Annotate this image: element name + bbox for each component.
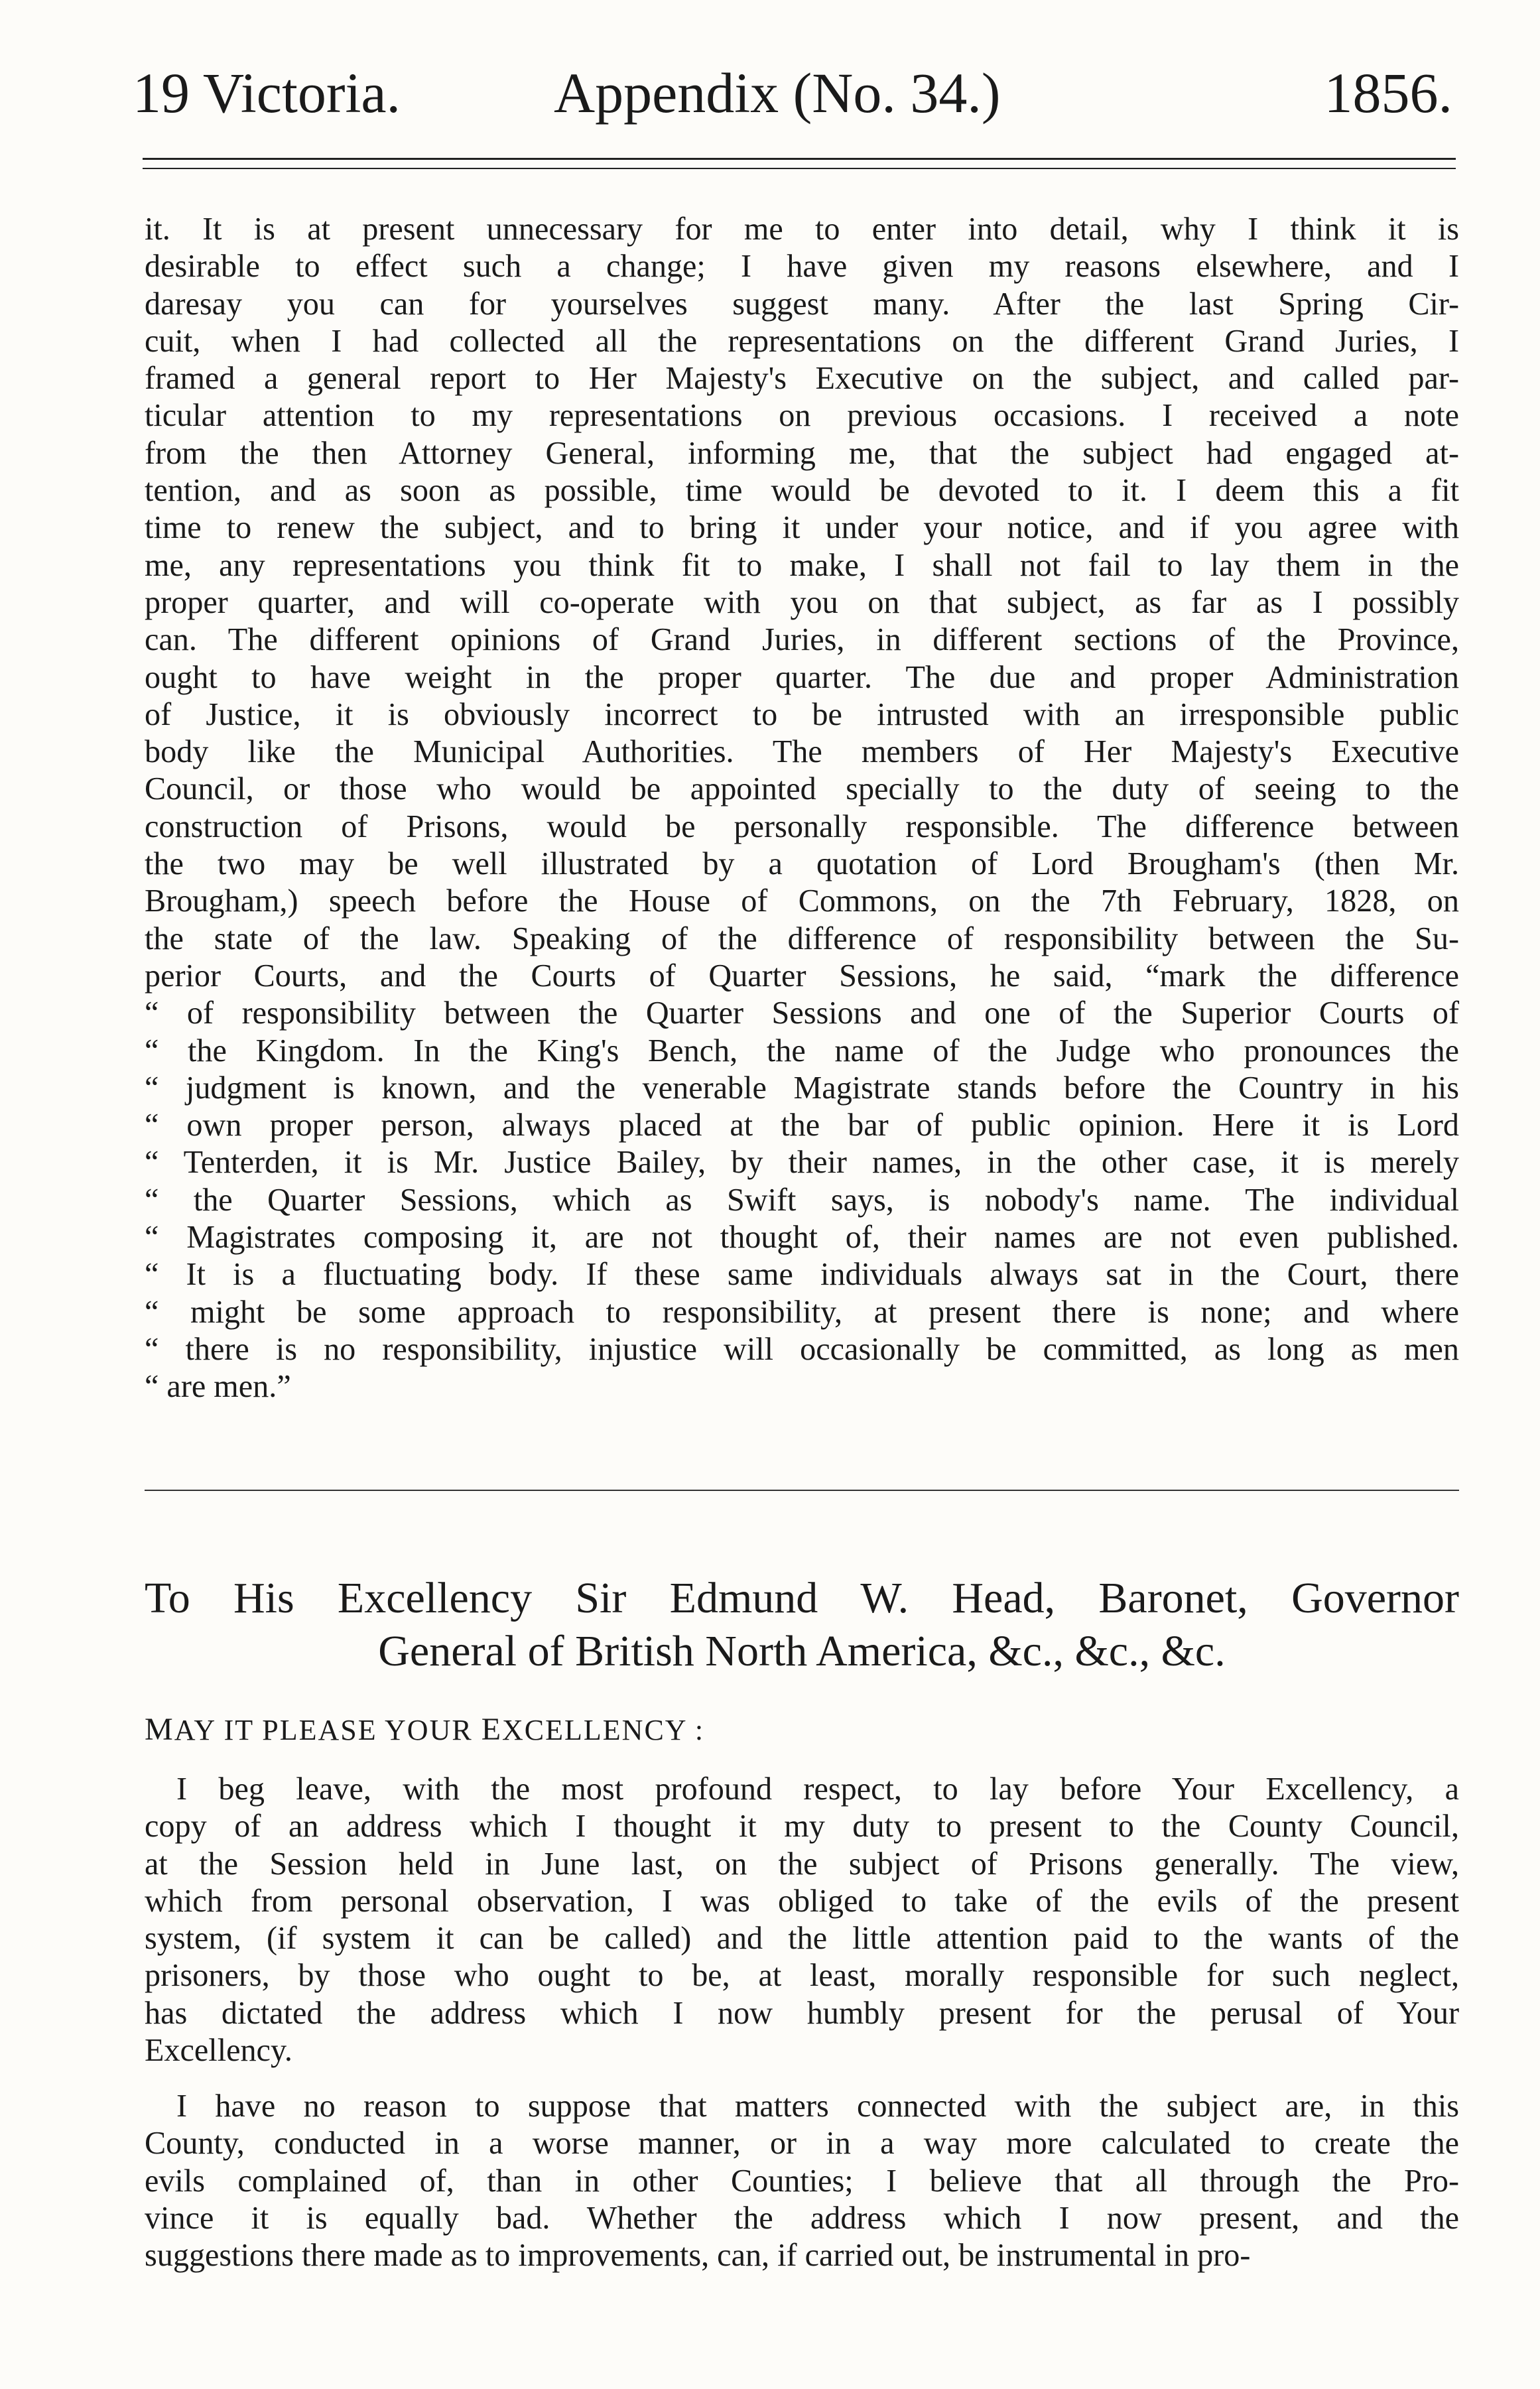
text-line: it. It is at present unnecessary for me to enter into detail, why I think it is bbox=[145, 212, 1459, 247]
text-line: “ judgment is known, and the venerable Magistrate stands before the Country in his bbox=[145, 1070, 1459, 1106]
text-line: I beg leave, with the most profound respect, to lay before Your Excellency, a bbox=[176, 1772, 1459, 1807]
text-line: body like the Municipal Authorities. The members of Her Majesty's Executive bbox=[145, 734, 1459, 770]
text-line: the state of the law. Speaking of the difference of responsibility between the Su- bbox=[145, 921, 1459, 956]
text-line: proper quarter, and will co-operate with you on that subject, as far as I possibly bbox=[145, 584, 1459, 620]
text-line: daresay you can for yourselves suggest many. After the last Spring Cir- bbox=[145, 286, 1459, 322]
header-double-rule bbox=[143, 158, 1456, 169]
running-header bbox=[133, 60, 1452, 146]
text-line: cuit, when I had collected all the representations on the different Grand Juries, I bbox=[145, 323, 1459, 359]
text-line: “ the Kingdom. In the King's Bench, the name of the Judge who pronounces the bbox=[145, 1033, 1459, 1068]
text-line: which from personal observation, I was obliged to take of the evils of the present bbox=[145, 1883, 1459, 1919]
salutation-initial-e: E bbox=[481, 1712, 503, 1747]
text-line: desirable to effect such a change; I have given my reasons elsewhere, and I bbox=[145, 249, 1459, 285]
text-line: construction of Prisons, would be personally responsible. The difference between bbox=[145, 808, 1459, 844]
text-line: “ It is a fluctuating body. If these same individuals always sat in the Court, there bbox=[145, 1257, 1459, 1293]
text-line: evils complained of, than in other Counties; I believe that all through the Pro- bbox=[145, 2163, 1459, 2199]
text-line: copy of an address which I thought it my duty to present to the County Council, bbox=[145, 1809, 1459, 1844]
text-line: vince it is equally bad. Whether the address which I now present, and the bbox=[145, 2200, 1459, 2236]
text-line: tention, and as soon as possible, time would be devoted to it. I deem this a fit bbox=[145, 473, 1459, 509]
paragraph-letter-intro bbox=[145, 1771, 1459, 2069]
text-line: time to renew the subject, and to bring it under your notice, and if you agree with bbox=[145, 510, 1459, 546]
salutation-initial-m: M bbox=[145, 1712, 174, 1747]
text-line: suggestions there made as to improvements, can, if carried out, be instrumental in pro- bbox=[145, 2238, 1251, 2274]
salutation bbox=[145, 1711, 704, 1748]
text-line: Council, or those who would be appointed specially to the duty of seeing to the bbox=[145, 771, 1459, 807]
text-line: “ the Quarter Sessions, which as Swift says, is nobody's name. The individual bbox=[145, 1182, 1459, 1218]
text-line: framed a general report to Her Majesty's Executive on the subject, and called par- bbox=[145, 361, 1459, 397]
text-line: at the Session held in June last, on the subject of Prisons generally. The view, bbox=[145, 1846, 1459, 1882]
text-line: ought to have weight in the proper quarter. The due and proper Administration bbox=[145, 659, 1459, 695]
text-line: system, (if system it can be called) and the little attention paid to the wants of the bbox=[145, 1921, 1459, 1957]
text-line: I have no reason to suppose that matters connected with the subject are, in this bbox=[176, 2089, 1459, 2124]
text-line: “ Magistrates composing it, are not thought of, their names are not even published. bbox=[145, 1220, 1459, 1256]
text-line: “ Tenterden, it is Mr. Justice Bailey, by their names, in the other case, it is merely bbox=[145, 1145, 1459, 1181]
text-line: of Justice, it is obviously incorrect to be intrusted with an irresponsible public bbox=[145, 696, 1459, 732]
address-heading bbox=[145, 1572, 1459, 1678]
address-heading-line-2: General of British North America, &c., &c., &c. bbox=[378, 1627, 1226, 1675]
salutation-small-caps-1: AY IT PLEASE YOUR bbox=[174, 1714, 481, 1746]
section-divider bbox=[145, 1490, 1459, 1491]
text-line: Brougham,) speech before the House of Commons, on the 7th February, 1828, on bbox=[145, 883, 1459, 919]
text-line: County, conducted in a worse manner, or in a way more calculated to create the bbox=[145, 2126, 1459, 2162]
text-line: me, any representations you think fit to make, I shall not fail to lay them in the bbox=[145, 547, 1459, 583]
text-line: from the then Attorney General, informing me, that the subject had engaged at- bbox=[145, 435, 1459, 471]
text-line: ticular attention to my representations on previous occasions. I received a note bbox=[145, 398, 1459, 434]
text-line: can. The different opinions of Grand Juries, in different sections of the Province, bbox=[145, 622, 1459, 658]
text-line: “ are men.” bbox=[145, 1369, 291, 1405]
text-line: the two may be well illustrated by a quotation of Lord Brougham's (then Mr. bbox=[145, 846, 1459, 882]
text-line: “ there is no responsibility, injustice will occasionally be committed, as long as men bbox=[145, 1331, 1459, 1367]
text-line: has dictated the address which I now humbly present for the perusal of Your bbox=[145, 1995, 1459, 2031]
header-regnal-year: 19 Victoria. bbox=[133, 61, 401, 125]
header-year: 1856. bbox=[1324, 61, 1452, 125]
salutation-small-caps-2: XCELLENCY : bbox=[502, 1714, 705, 1746]
text-line: “ of responsibility between the Quarter Sessions and one of the Superior Courts of bbox=[145, 996, 1459, 1031]
paragraph-letter-second bbox=[145, 2088, 1459, 2274]
header-appendix-number: Appendix (No. 34.) bbox=[554, 61, 1001, 125]
address-heading-line-1: To His Excellency Sir Edmund W. Head, Baronet, Governor bbox=[145, 1574, 1459, 1622]
text-line: “ might be some approach to responsibility, at present there is none; and where bbox=[145, 1294, 1459, 1330]
text-line: prisoners, by those who ought to be, at least, morally responsible for such neglect, bbox=[145, 1958, 1459, 1994]
text-line: “ own proper person, always placed at the bar of public opinion. Here it is Lord bbox=[145, 1108, 1459, 1143]
text-line: perior Courts, and the Courts of Quarter Sessions, he said, “mark the difference bbox=[145, 958, 1459, 994]
paragraph-continued bbox=[145, 211, 1459, 1406]
text-line: Excellency. bbox=[145, 2033, 292, 2069]
